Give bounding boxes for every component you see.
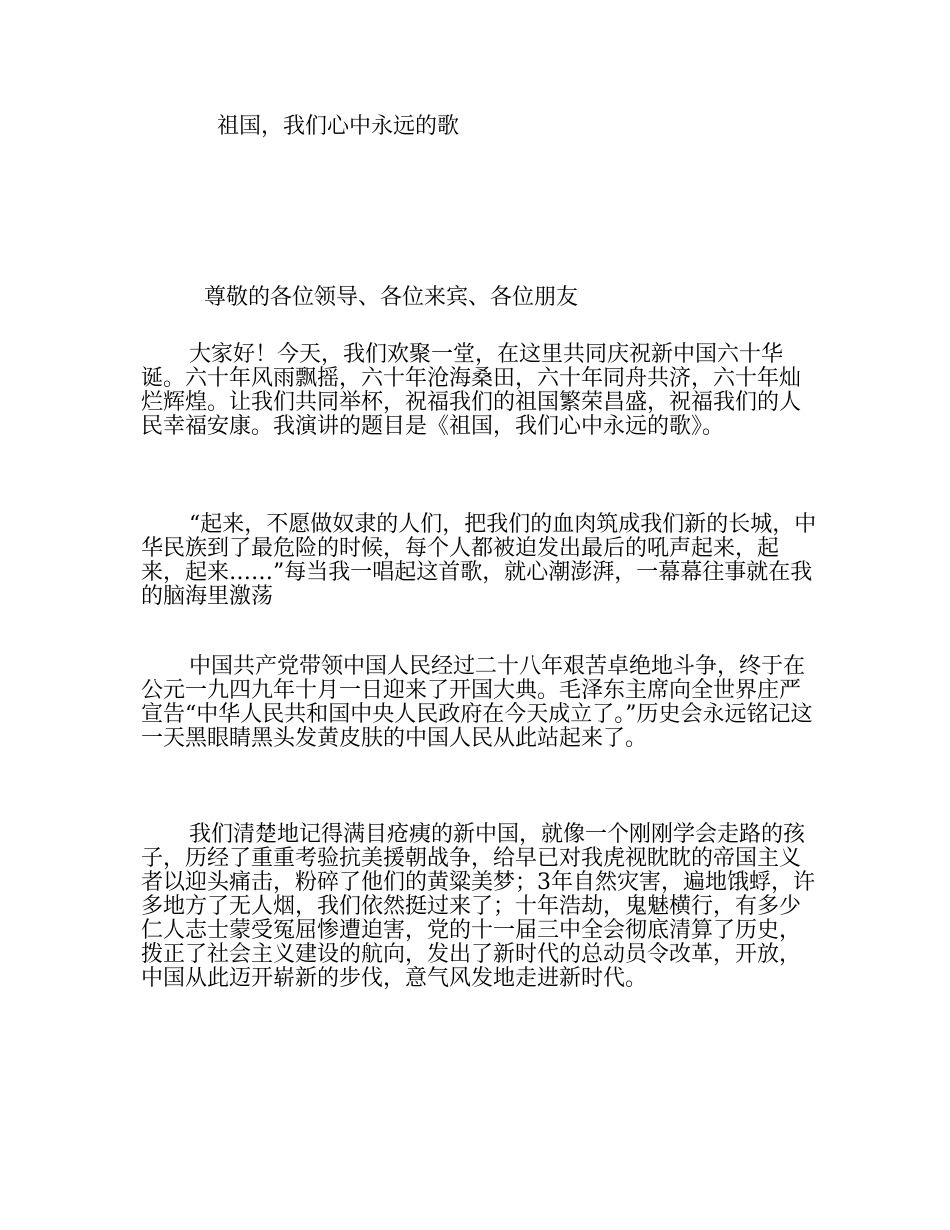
paragraph-history: 我们清楚地记得满目疮痍的新中国，就像一个刚刚学会走路的孩子，历经了重重考验抗美援朝战争，给早已对我虎视眈眈的帝国主义者以迎头痛击，粉碎了他们的黄粱美梦；3年自然灾害，遍地饿蜉，许多地方了无人烟，我们依然挺过来了；十年浩劫，鬼魅横行，有多少仁人志士蒙受冤屈惨遭迫害，党的十一届三中全会彻底清算了历史，拨正了社会主义建设的航向，发出了新时代的总动员令改革，开放，中国从此迈开崭新的步伐，意气风发地走进新时代。 <box>141 822 815 991</box>
paragraph-founding: 中国共产党带领中国人民经过二十八年艰苦卓绝地斗争，终于在公元一九四九年十月一日迎来了开国大典。毛泽东主席向全世界庄严宣告“中华人民共和国中央人民政府在今天成立了。”历史会永远铭记这一天黑眼睛黑头发黄皮肤的中国人民从此站起来了。 <box>141 654 813 751</box>
paragraph-anthem: “起来，不愿做奴隶的人们，把我们的血肉筑成我们新的长城，中华民族到了最危险的时候，每个人都被迫发出最后的吼声起来，起来，起来……”每当我一唱起这首歌，就心潮澎湃，一幕幕往事就在我的脑海里激荡 <box>141 512 817 609</box>
paragraph-greeting: 大家好！今天，我们欢聚一堂，在这里共同庆祝新中国六十华诞。六十年风雨飘摇，六十年沧海桑田，六十年同舟共济，六十年灿烂辉煌。让我们共同举杯，祝福我们的祖国繁荣昌盛，祝福我们的人民幸福安康。我演讲的题目是《祖国，我们心中永远的歌》。 <box>141 342 802 439</box>
salutation: 尊敬的各位领导、各位来宾、各位朋友 <box>204 285 579 310</box>
document-title: 祖国，我们心中永远的歌 <box>217 114 460 139</box>
